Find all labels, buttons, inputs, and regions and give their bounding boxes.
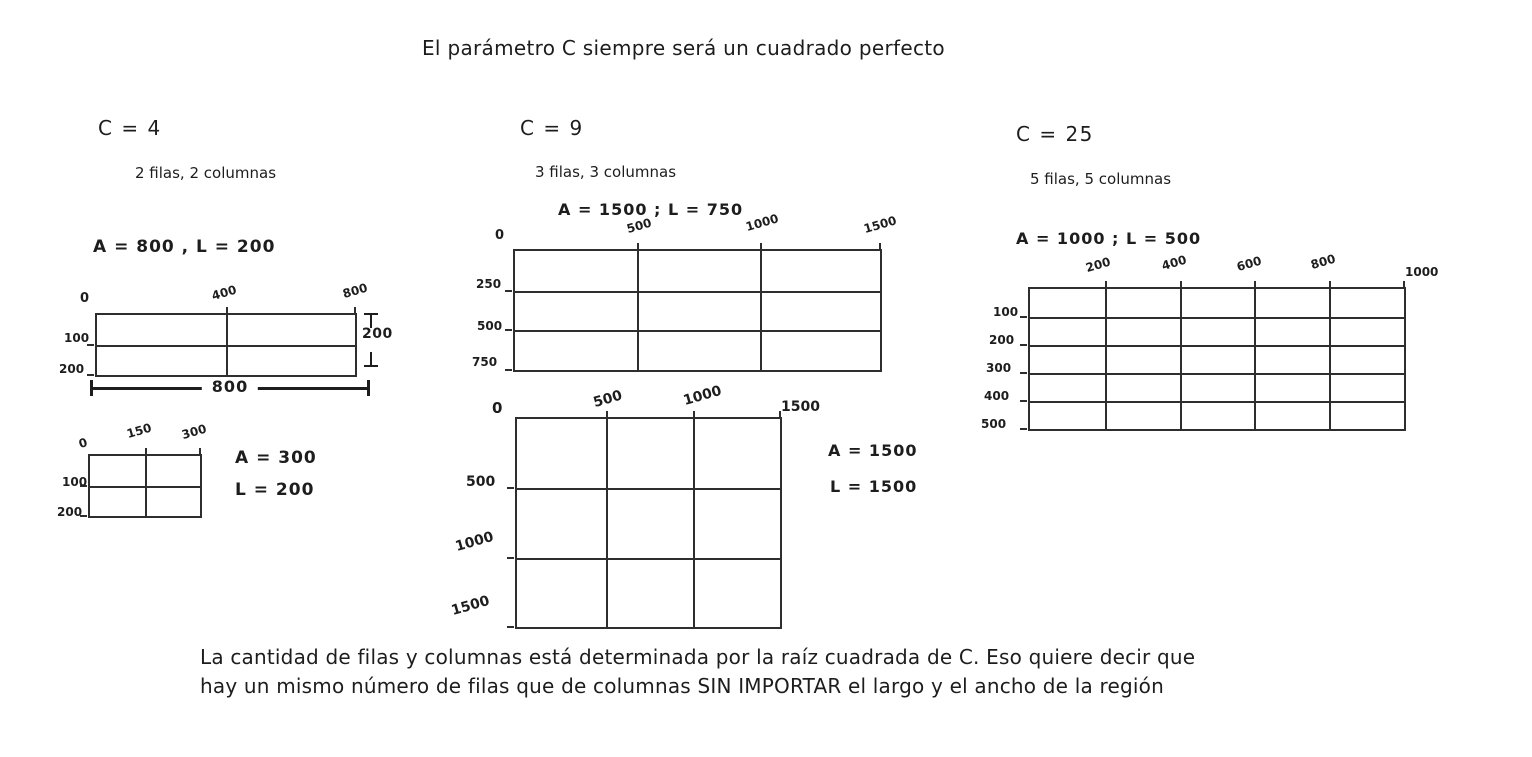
grid-line <box>97 345 355 347</box>
section-c4-subheading: 2 filas, 2 columnas <box>135 164 277 182</box>
grid-line <box>515 330 880 332</box>
tick-mark <box>87 374 94 376</box>
c4-grid2-top-tick: 300 <box>180 421 209 442</box>
c25-left-tick: 100 <box>993 305 1019 319</box>
grid-line <box>637 251 639 370</box>
c4-grid1-top-tick: 400 <box>210 282 239 303</box>
c4-grid2-area-label: A = 300 <box>235 448 317 468</box>
tick-mark <box>606 411 608 417</box>
section-c9-subheading: 3 filas, 3 columnas <box>535 163 677 181</box>
c25-left-tick: 200 <box>989 333 1015 347</box>
c9-grid1-left-tick: 750 <box>472 355 498 369</box>
tick-mark <box>226 307 228 313</box>
c9-grid2-area-label: A = 1500 <box>828 441 918 460</box>
tick-mark <box>507 557 514 559</box>
footer-text-line1: La cantidad de filas y columnas está determinada por la raíz cuadrada de C. Eso quiere decir que <box>200 645 1196 669</box>
grid-line <box>1254 289 1256 429</box>
c4-grid1-top-tick: 800 <box>341 280 370 301</box>
grid-line <box>1030 345 1404 347</box>
tick-mark <box>1180 281 1182 287</box>
tick-mark <box>1020 428 1027 430</box>
tick-mark <box>505 290 512 292</box>
section-c4-heading: C = 4 <box>98 116 162 140</box>
tick-mark <box>354 307 356 313</box>
tick-mark <box>760 243 762 249</box>
grid-line <box>90 486 200 488</box>
tick-mark <box>507 487 514 489</box>
grid-line <box>515 291 880 293</box>
c9-grid2-left-tick: 1500 <box>449 592 492 619</box>
c9-grid1-top-tick: 0 <box>495 228 505 243</box>
tick-mark <box>505 329 512 331</box>
c4-width-dimension <box>90 377 370 396</box>
section-c25-subheading: 5 filas, 5 columnas <box>1030 170 1172 188</box>
grid-line <box>517 488 780 490</box>
c4-grid2-left-tick: 200 <box>57 505 83 519</box>
grid-line <box>1030 401 1404 403</box>
c25-top-tick: 400 <box>1160 252 1189 273</box>
c4-width-dimension-label: 800 <box>202 377 258 396</box>
c25-left-tick: 400 <box>984 389 1010 403</box>
tick-mark <box>693 411 695 417</box>
tick-mark <box>1020 316 1027 318</box>
c25-top-tick: 1000 <box>1405 265 1439 279</box>
grid-line <box>1180 289 1182 429</box>
c4-grid1-left-tick: 200 <box>59 362 85 376</box>
c9-grid2-top-tick: 1500 <box>781 399 820 415</box>
c9-grid1-top-tick: 1500 <box>862 213 899 236</box>
diagram-title: El parámetro C siempre será un cuadrado perfecto <box>422 36 945 60</box>
c25-grid <box>1028 287 1406 431</box>
c4-grid2-top-tick: 0 <box>77 435 90 451</box>
tick-mark <box>199 448 201 454</box>
c4-grid2-left-tick: 100 <box>62 475 88 489</box>
tick-mark <box>1020 372 1027 374</box>
section-c9-heading: C = 9 <box>520 116 584 140</box>
c9-grid1-top-tick: 500 <box>625 215 654 236</box>
tick-mark <box>145 448 147 454</box>
c9-grid1 <box>513 249 882 372</box>
dimension-stem <box>370 352 372 365</box>
c4-grid1-area-label: A = 800 , L = 200 <box>93 237 276 257</box>
tick-mark <box>1020 344 1027 346</box>
c25-top-tick: 200 <box>1084 254 1113 275</box>
grid-line <box>517 558 780 560</box>
tick-mark <box>1403 281 1405 287</box>
c4-grid2-top-tick: 150 <box>125 420 154 441</box>
c4-height-dimension-label: 200 <box>362 326 393 342</box>
tick-mark <box>1329 281 1331 287</box>
c9-grid2-top-tick: 500 <box>591 387 625 411</box>
c4-grid1-top-tick: 0 <box>80 291 90 306</box>
c25-left-tick: 500 <box>981 417 1007 431</box>
grid-line <box>760 251 762 370</box>
tick-mark <box>1254 281 1256 287</box>
tick-mark <box>637 243 639 249</box>
c9-grid1-area-label: A = 1500 ; L = 750 <box>558 200 744 219</box>
c4-grid2 <box>88 454 202 518</box>
c25-grid-area-label: A = 1000 ; L = 500 <box>1016 229 1202 248</box>
c25-top-tick: 800 <box>1309 251 1338 272</box>
footer-text-line2: hay un mismo número de filas que de columnas SIN IMPORTAR el largo y el ancho de la región <box>200 674 1164 698</box>
c25-left-tick: 300 <box>986 361 1012 375</box>
c9-grid2-top-tick: 1000 <box>681 382 724 409</box>
section-c25-heading: C = 25 <box>1016 122 1094 146</box>
grid-line <box>1329 289 1331 429</box>
grid-line <box>693 419 695 627</box>
c9-grid2-left-tick: 1000 <box>453 528 496 555</box>
grid-line <box>1030 317 1404 319</box>
c4-grid1 <box>95 313 357 377</box>
c9-grid1-top-tick: 1000 <box>744 211 781 234</box>
tick-mark <box>879 243 881 249</box>
grid-line <box>606 419 608 627</box>
c9-grid1-left-tick: 250 <box>476 277 502 291</box>
grid-line <box>1030 373 1404 375</box>
tick-mark <box>1020 400 1027 402</box>
c4-grid1-left-tick: 100 <box>64 331 90 345</box>
c9-grid2 <box>515 417 782 629</box>
c9-grid2-length-label: L = 1500 <box>830 477 918 496</box>
grid-line <box>1105 289 1107 429</box>
c9-grid2-left-tick: 500 <box>466 474 496 490</box>
tick-mark <box>1105 281 1107 287</box>
dimension-cap <box>364 365 378 367</box>
c9-grid1-left-tick: 500 <box>477 319 503 333</box>
c9-grid2-top-tick: 0 <box>492 399 503 417</box>
c4-grid2-length-label: L = 200 <box>235 480 315 500</box>
c25-top-tick: 600 <box>1235 253 1264 274</box>
tick-mark <box>505 369 512 371</box>
tick-mark <box>507 626 514 628</box>
